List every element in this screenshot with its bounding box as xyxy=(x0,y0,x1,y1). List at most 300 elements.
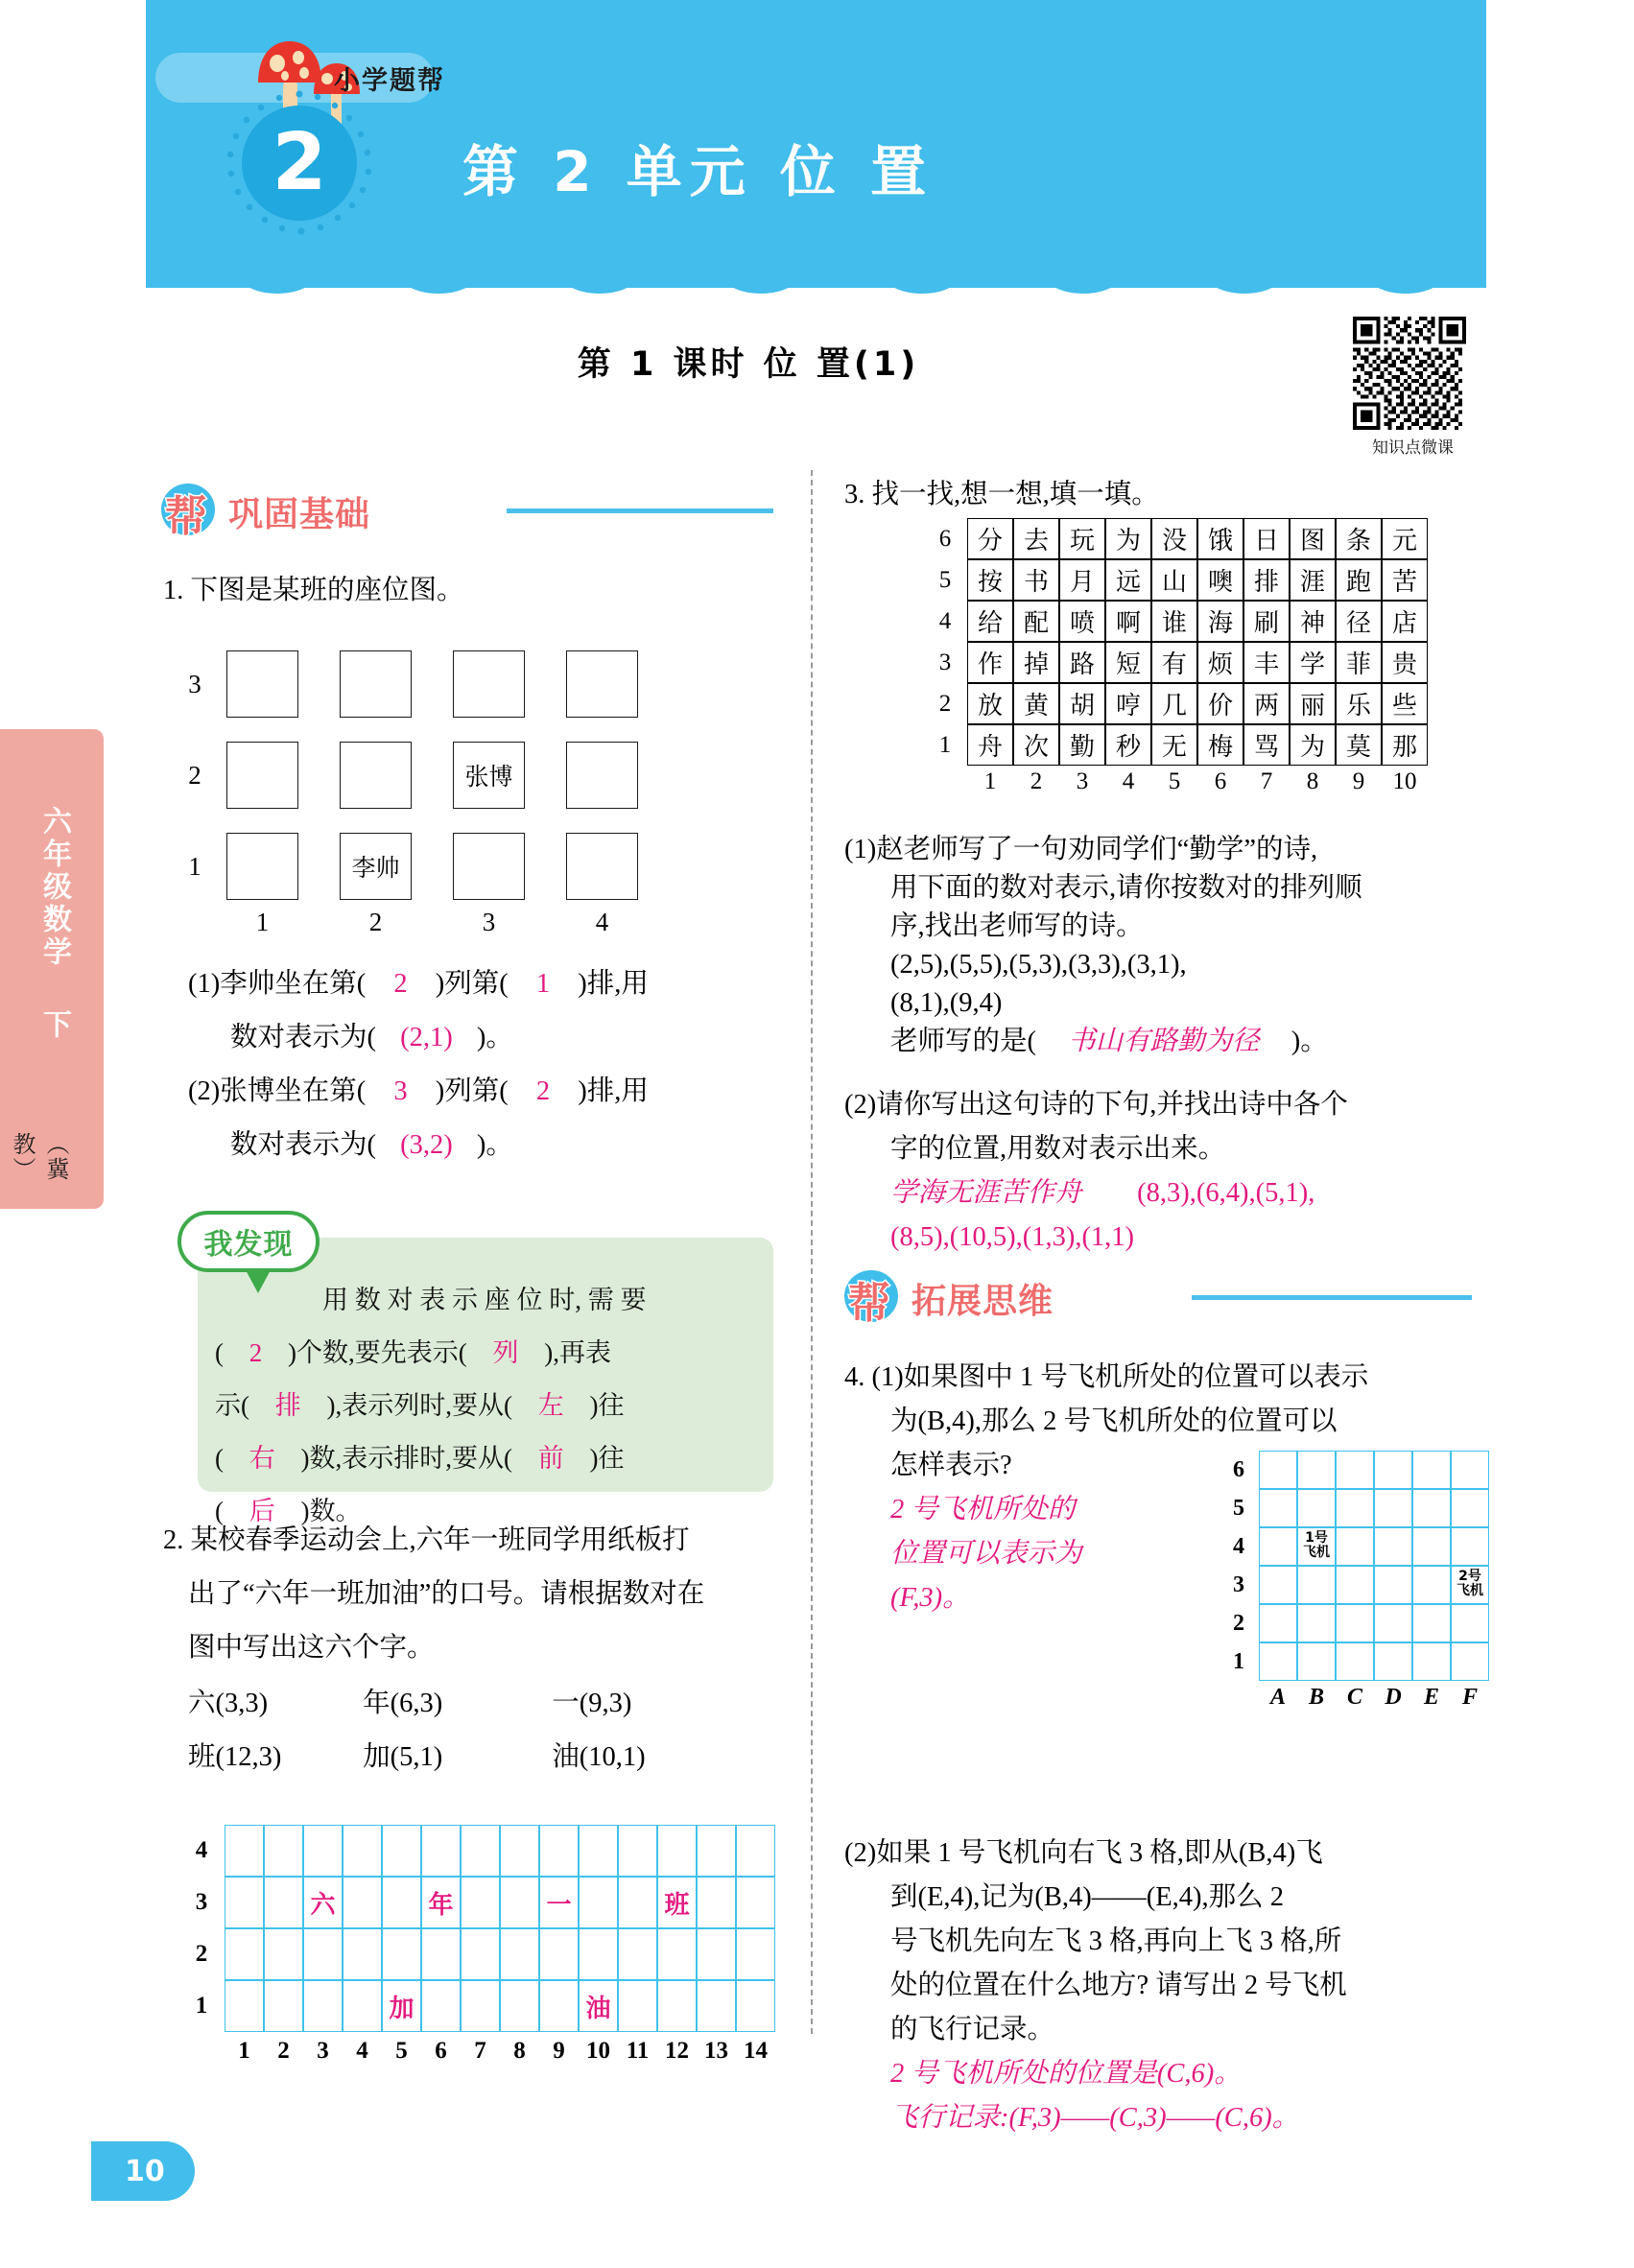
q3-table-cell[interactable]: 菲 xyxy=(1336,642,1382,683)
q3-table-cell[interactable]: 按 xyxy=(967,559,1013,601)
section-rule xyxy=(1192,1295,1472,1300)
q1-stem: 1. 下图是某班的座位图。 xyxy=(163,576,464,605)
q1-sub1-col-answer: 2 xyxy=(393,969,408,999)
q3-table-row-label: 6 xyxy=(938,525,952,552)
q3-table-cell[interactable]: 乐 xyxy=(1336,683,1382,724)
q3-table-cell[interactable]: 那 xyxy=(1382,724,1428,766)
unit-number-badge xyxy=(242,106,357,221)
disc-l2a: ( xyxy=(215,1338,224,1367)
q4-grid-cell[interactable] xyxy=(1336,1451,1374,1489)
q4-grid-cell[interactable] xyxy=(1412,1451,1451,1489)
q2-grid-cell[interactable] xyxy=(264,1980,303,2032)
q2-grid-cell[interactable] xyxy=(736,1877,775,1928)
q3-table-cell[interactable]: 丽 xyxy=(1290,683,1336,724)
q3-table-cell[interactable]: 谁 xyxy=(1151,601,1197,642)
q1-sub2-text-b: )列第( xyxy=(435,1076,509,1106)
q4-p1-line1: 4. (1)如果图中 1 号飞机所处的位置可以表示 xyxy=(844,1362,1369,1392)
q3-p1-answer-suffix: )。 xyxy=(1291,1027,1328,1056)
q2-grid-cell[interactable] xyxy=(225,1877,264,1928)
q2-pair-ban: 班(12,3) xyxy=(188,1742,282,1772)
q1-sub2-text-c: )排,用 xyxy=(578,1076,649,1106)
q1-sub1-text-c: )排,用 xyxy=(578,969,649,999)
q4-grid-cell[interactable] xyxy=(1451,1489,1489,1527)
q3-table-cell[interactable]: 神 xyxy=(1290,601,1336,642)
q2-grid-cell[interactable] xyxy=(618,1825,657,1877)
q3-p1-pairs-line1: (2,5),(5,5),(5,3),(3,3),(3,1), xyxy=(890,950,1187,980)
section-header-consolidate xyxy=(161,480,775,541)
discovery-text xyxy=(215,1274,762,1538)
q3-table-cell[interactable]: 价 xyxy=(1197,683,1243,724)
q3-table-col-label: 3 xyxy=(1076,768,1089,794)
q4-grid-cell[interactable] xyxy=(1259,1451,1297,1489)
q4-grid-cell[interactable] xyxy=(1412,1489,1451,1527)
q2-grid-cell-filled[interactable]: 班 xyxy=(657,1877,697,1928)
disc-l2c: ),再表 xyxy=(544,1338,611,1367)
q2-grid-cell[interactable] xyxy=(539,1825,579,1877)
q4-p2-line3: 号飞机先向左飞 3 格,再向上飞 3 格,所 xyxy=(890,1926,1342,1956)
q2-grid-cell-filled[interactable]: 油 xyxy=(579,1980,618,2032)
q4-grid-col-label: A xyxy=(1269,1684,1286,1710)
q4-grid-row-label: 3 xyxy=(1233,1571,1244,1597)
q2-grid-row-label: 1 xyxy=(195,1993,208,2019)
q2-grid-col-label: 6 xyxy=(435,2038,447,2064)
q4-grid-row-label: 2 xyxy=(1233,1610,1244,1636)
q2-grid-cell[interactable] xyxy=(303,1980,343,2032)
q3-table-cell[interactable]: 两 xyxy=(1243,683,1290,724)
q3-p1-line2: 用下面的数对表示,请你按数对的排列顺 xyxy=(890,873,1362,903)
q3-table-cell[interactable]: 涯 xyxy=(1290,559,1336,601)
q2-grid-cell[interactable] xyxy=(500,1980,539,2032)
page-number: 10 xyxy=(125,2155,165,2188)
q3-table-cell[interactable]: 苦 xyxy=(1382,559,1428,601)
qr-code-block[interactable] xyxy=(1353,317,1473,458)
q4-grid-cell[interactable] xyxy=(1374,1527,1412,1566)
q2-grid-cell[interactable] xyxy=(736,1928,775,1980)
q3-table-cell[interactable]: 跑 xyxy=(1336,559,1382,601)
q2-grid-cell[interactable] xyxy=(225,1980,264,2032)
q3-table-col-label: 6 xyxy=(1214,768,1227,794)
q3-p2-answer-line1 xyxy=(890,1169,1314,1218)
q3-table-cell[interactable]: 海 xyxy=(1197,601,1243,642)
q3-table-cell[interactable]: 放 xyxy=(967,683,1013,724)
q3-p1-line3: 序,找出老师写的诗。 xyxy=(890,911,1144,941)
discovery-line-1: 用 数 对 表 示 座 位 时, 需 要 xyxy=(322,1286,647,1314)
q3-table-cell[interactable]: 刷 xyxy=(1243,601,1290,642)
q2-grid-cell[interactable] xyxy=(303,1928,343,1980)
q2-grid-cell[interactable] xyxy=(539,1980,579,2032)
discovery-answer-row: 排 xyxy=(274,1391,301,1420)
q2-grid-cell[interactable] xyxy=(461,1980,500,2032)
q4-grid-cell[interactable] xyxy=(1412,1566,1451,1604)
q4-grid-cell[interactable] xyxy=(1336,1527,1374,1566)
q4-grid-cell[interactable] xyxy=(1297,1642,1336,1681)
q1-sub2-row-answer: 2 xyxy=(535,1076,551,1106)
q2-grid-cell[interactable] xyxy=(500,1928,539,1980)
q2-grid-col-label: 11 xyxy=(626,2038,650,2064)
q3-p1-line1: (1)赵老师写了一句劝同学们“勤学”的诗, xyxy=(844,835,1318,864)
q2-grid-col-label: 3 xyxy=(317,2038,329,2064)
disc-l5a: ( xyxy=(215,1497,224,1525)
q4-grid-row-label: 1 xyxy=(1233,1648,1244,1674)
q4-grid-cell[interactable] xyxy=(1374,1489,1412,1527)
q4-grid-cell[interactable] xyxy=(1259,1642,1297,1681)
q2-grid-cell[interactable] xyxy=(461,1877,500,1928)
q4-grid-row-label: 4 xyxy=(1233,1533,1244,1559)
q1-sub1-text-b: )列第( xyxy=(435,969,509,999)
q2-grid-cell[interactable] xyxy=(421,1928,461,1980)
q4-p1-line3: 怎样表示? xyxy=(890,1451,1012,1480)
discovery-line-3 xyxy=(215,1380,762,1432)
q3-p1-answer-line xyxy=(890,1017,1328,1067)
q3-p1-answer: 书山有路勤为径 xyxy=(1068,1027,1260,1056)
seat-cell[interactable] xyxy=(453,650,525,718)
section-title: 巩固基础 xyxy=(228,495,371,534)
section-rule xyxy=(507,508,773,513)
q3-table-cell[interactable]: 饿 xyxy=(1197,518,1243,559)
q4-p2-line1: (2)如果 1 号飞机向右飞 3 格,即从(B,4)飞 xyxy=(844,1838,1323,1868)
q4-grid-col-label: E xyxy=(1423,1684,1439,1710)
q4-p2-answer-line2: 飞行记录:(F,3)——(C,3)——(C,6)。 xyxy=(890,2103,1300,2133)
q3-table-cell[interactable]: 日 xyxy=(1243,518,1290,559)
q4-grid-row-label: 6 xyxy=(1233,1456,1244,1482)
qr-code-icon[interactable] xyxy=(1353,317,1466,430)
discovery-line-2 xyxy=(215,1327,762,1380)
q4-p1-answer-line1: 2 号飞机所处的 xyxy=(890,1495,1076,1524)
q2-grid-cell-filled[interactable]: 年 xyxy=(421,1877,461,1928)
q2-grid-cell[interactable] xyxy=(618,1980,657,2032)
q4-grid-cell[interactable] xyxy=(1336,1566,1374,1604)
q3-table-col-label: 5 xyxy=(1168,768,1181,794)
q3-table-cell[interactable]: 条 xyxy=(1336,518,1382,559)
q2-grid-cell[interactable] xyxy=(539,1928,579,1980)
q2-grid-col-label: 4 xyxy=(356,2038,368,2064)
q2-pair-jia: 加(5,1) xyxy=(363,1742,443,1772)
q4-grid-cell[interactable] xyxy=(1412,1642,1451,1681)
q2-grid-cell[interactable] xyxy=(264,1825,303,1877)
q4-grid-cell[interactable] xyxy=(1259,1566,1297,1604)
q3-table-cell[interactable]: 次 xyxy=(1013,724,1059,766)
q3-table-row-label: 2 xyxy=(938,690,952,717)
q4-p2-line4: 处的位置在什么地方? 请写出 2 号飞机 xyxy=(890,1971,1347,2000)
q2-grid-cell[interactable] xyxy=(264,1877,303,1928)
q2-character-grid xyxy=(188,1819,783,2097)
discovery-answer-back: 后 xyxy=(249,1497,275,1525)
q2-grid-row-label: 3 xyxy=(195,1889,208,1915)
q4-grid-cell[interactable] xyxy=(1451,1451,1489,1489)
q4-grid-col-label: D xyxy=(1385,1684,1402,1710)
q3-table-cell[interactable]: 梅 xyxy=(1197,724,1243,766)
q2-grid-cell[interactable] xyxy=(697,1980,736,2032)
q4-p2-answer-line1: 2 号飞机所处的位置是(C,6)。 xyxy=(890,2059,1242,2089)
q3-p2-line2: 字的位置,用数对表示出来。 xyxy=(890,1134,1226,1164)
seat-cell[interactable] xyxy=(566,650,638,718)
q4-grid-cell[interactable] xyxy=(1451,1642,1489,1681)
q3-table-cell[interactable]: 噢 xyxy=(1197,559,1243,601)
discovery-answer-count: 2 xyxy=(249,1338,263,1367)
seat-cell-lishuai[interactable]: 李帅 xyxy=(340,833,412,900)
q2-grid-cell[interactable] xyxy=(736,1825,775,1877)
seat-col-label: 2 xyxy=(368,908,383,936)
q1-sub1-line2 xyxy=(230,1013,844,1063)
lesson-title: 第 1 课时 位 置(1) xyxy=(577,345,920,384)
q4-grid-cell[interactable] xyxy=(1451,1527,1489,1566)
q3-table-cell[interactable]: 丰 xyxy=(1243,642,1290,683)
section-header-expand xyxy=(844,1266,1458,1328)
q2-grid-col-label: 1 xyxy=(238,2038,250,2064)
q2-grid-cell[interactable] xyxy=(697,1877,736,1928)
q3-table-cell[interactable]: 径 xyxy=(1336,601,1382,642)
q3-table-row-label: 1 xyxy=(938,731,952,758)
q2-grid-cell[interactable] xyxy=(421,1825,461,1877)
q4-p1-answer-line3: (F,3)。 xyxy=(890,1583,970,1613)
q1-seat-chart xyxy=(188,641,735,936)
q3-table-cell[interactable]: 莫 xyxy=(1336,724,1382,766)
q2-grid-cell[interactable] xyxy=(500,1825,539,1877)
q3-p2-line1: (2)请你写出这句诗的下句,并找出诗中各个 xyxy=(844,1090,1348,1120)
unit-title: 第 2 单元 位 置 xyxy=(462,139,935,204)
q3-table-cell[interactable]: 元 xyxy=(1382,518,1428,559)
discovery-answer-front: 前 xyxy=(537,1444,564,1473)
q3-table-cell[interactable]: 玩 xyxy=(1059,518,1105,559)
brand-label: 小学题帮 xyxy=(334,66,445,96)
q4-grid-cell[interactable] xyxy=(1259,1527,1297,1566)
q1-sub2-line1 xyxy=(188,1067,802,1117)
q4-grid-cell[interactable] xyxy=(1297,1489,1336,1527)
seat-cell[interactable] xyxy=(566,833,638,900)
q2-grid-cell[interactable] xyxy=(461,1825,500,1877)
q2-pair-yi: 一(9,3) xyxy=(552,1689,632,1718)
q2-grid-cell[interactable] xyxy=(618,1877,657,1928)
disc-l4a: ( xyxy=(215,1444,224,1473)
seat-cell[interactable] xyxy=(340,650,412,718)
brand-pill-tail xyxy=(0,53,12,103)
q2-grid-cell-filled[interactable]: 一 xyxy=(539,1877,579,1928)
q4-grid-cell[interactable] xyxy=(1374,1642,1412,1681)
q3-table-cell[interactable]: 图 xyxy=(1290,518,1336,559)
q2-grid-cell[interactable] xyxy=(343,1928,382,1980)
q4-p2-line2: 到(E,4),记为(B,4)——(E,4),那么 2 xyxy=(890,1882,1285,1912)
q3-table-cell[interactable]: 远 xyxy=(1105,559,1151,601)
q3-table-cell[interactable]: 黄 xyxy=(1013,683,1059,724)
q2-grid-cell[interactable] xyxy=(657,1928,697,1980)
disc-l4c: )往 xyxy=(589,1444,625,1473)
q3-table-col-label: 9 xyxy=(1352,768,1365,794)
q3-table-cell[interactable]: 给 xyxy=(967,601,1013,642)
seat-cell-zhangbo[interactable]: 张博 xyxy=(453,742,525,809)
q3-table-cell[interactable]: 书 xyxy=(1013,559,1059,601)
q2-grid-cell[interactable] xyxy=(421,1980,461,2032)
q2-grid-cell[interactable] xyxy=(225,1825,264,1877)
seat-col-label: 4 xyxy=(595,908,609,936)
q3-table-cell[interactable]: 贵 xyxy=(1382,642,1428,683)
q2-grid-cell[interactable] xyxy=(697,1825,736,1877)
plane-1-label: 1号 飞机 xyxy=(1303,1530,1330,1560)
q4-grid-col-label: C xyxy=(1346,1684,1362,1710)
q1-sub2-text-a: (2)张博坐在第( xyxy=(188,1076,367,1106)
q4-p1-answer-line2: 位置可以表示为 xyxy=(890,1539,1082,1569)
q2-grid-cell[interactable] xyxy=(461,1928,500,1980)
q2-grid-cell-filled[interactable]: 六 xyxy=(303,1877,343,1928)
q4-grid-col-label: B xyxy=(1308,1684,1324,1710)
seat-cell[interactable] xyxy=(226,650,298,718)
q1-sub2-line2-b: )。 xyxy=(476,1130,513,1160)
q3-table-col-label: 2 xyxy=(1030,768,1043,794)
seat-cell[interactable] xyxy=(226,833,298,900)
side-tab-edition: （冀教） xyxy=(9,1132,69,1182)
q2-grid-cell[interactable] xyxy=(382,1877,421,1928)
q3-table-cell[interactable]: 作 xyxy=(967,642,1013,683)
q3-stem: 3. 找一找,想一想,填一填。 xyxy=(844,480,1159,509)
q2-stem-line2: 出了“六年一班加油”的口号。请根据数对在 xyxy=(188,1579,705,1609)
q3-table-cell[interactable]: 路 xyxy=(1059,642,1105,683)
q2-stem-line1: 2. 某校春季运动会上,六年一班同学用纸板打 xyxy=(163,1525,690,1555)
q2-grid-cell[interactable] xyxy=(382,1928,421,1980)
q3-table-cell[interactable]: 去 xyxy=(1013,518,1059,559)
q3-table-col-label: 7 xyxy=(1260,768,1273,794)
q3-p2-answer-poem: 学海无涯苦作舟 xyxy=(890,1178,1082,1208)
q3-table-cell[interactable]: 秒 xyxy=(1105,724,1151,766)
q3-table-col-label: 1 xyxy=(983,768,997,794)
section-badge-char: 帮 xyxy=(848,1279,890,1328)
seat-cell[interactable] xyxy=(226,742,298,809)
q2-grid-cell[interactable] xyxy=(697,1928,736,1980)
q4-grid-cell[interactable] xyxy=(1412,1527,1451,1566)
q2-grid-col-label: 8 xyxy=(513,2038,526,2064)
q4-grid-cell[interactable] xyxy=(1297,1604,1336,1642)
q1-sub2-line2-a: 数对表示为( xyxy=(230,1130,376,1160)
q3-table-cell[interactable]: 舟 xyxy=(967,724,1013,766)
q2-grid-cell[interactable] xyxy=(343,1980,382,2032)
seat-cell[interactable] xyxy=(453,833,525,900)
q3-table-cell[interactable]: 胡 xyxy=(1059,683,1105,724)
q3-table-cell[interactable]: 哼 xyxy=(1105,683,1151,724)
q2-grid-row-label: 4 xyxy=(195,1837,208,1863)
q2-grid-cell[interactable] xyxy=(618,1928,657,1980)
q3-table-col-label: 10 xyxy=(1392,768,1417,794)
q3-table-cell[interactable]: 学 xyxy=(1290,642,1336,683)
q4-grid-cell[interactable] xyxy=(1297,1451,1336,1489)
seat-col-label: 1 xyxy=(255,908,270,936)
side-tab xyxy=(0,729,104,1209)
discovery-label: 我发现 xyxy=(203,1228,294,1262)
q3-table-cell[interactable]: 有 xyxy=(1151,642,1197,683)
q4-grid-cell[interactable] xyxy=(1297,1566,1336,1604)
side-tab-grade-subject: 六年级数学 xyxy=(37,806,71,969)
discovery-answer-left: 左 xyxy=(537,1391,564,1420)
seat-row-label: 3 xyxy=(188,669,201,698)
q3-table-cell[interactable]: 烦 xyxy=(1197,642,1243,683)
q3-table-cell[interactable]: 喷 xyxy=(1059,601,1105,642)
q2-grid-cell[interactable] xyxy=(382,1825,421,1877)
q3-table-cell[interactable]: 勤 xyxy=(1059,724,1105,766)
q2-grid-cell-filled[interactable]: 加 xyxy=(382,1980,421,2032)
q2-grid-cell[interactable] xyxy=(579,1877,618,1928)
q3-table-cell[interactable]: 为 xyxy=(1290,724,1336,766)
q3-table-cell[interactable]: 些 xyxy=(1382,683,1428,724)
q2-pair-liu: 六(3,3) xyxy=(188,1689,269,1718)
q1-sub1-line1 xyxy=(188,959,802,1009)
q2-grid-cell[interactable] xyxy=(225,1928,264,1980)
q3-table-cell[interactable]: 店 xyxy=(1382,601,1428,642)
q2-grid-cell[interactable] xyxy=(343,1877,382,1928)
q4-grid-cell[interactable] xyxy=(1336,1604,1374,1642)
q2-pair-you: 油(10,1) xyxy=(552,1742,646,1772)
discovery-answer-right: 右 xyxy=(249,1444,275,1473)
q3-table-cell[interactable]: 为 xyxy=(1105,518,1151,559)
disc-l3a: 示( xyxy=(215,1391,249,1420)
q3-p2-answer-pairs-line1: (8,3),(6,4),(5,1), xyxy=(1137,1178,1315,1208)
q2-grid-col-label: 10 xyxy=(586,2038,610,2064)
q3-table-col-label: 4 xyxy=(1122,768,1135,794)
q2-grid-cell[interactable] xyxy=(657,1980,697,2032)
q3-table-cell[interactable]: 短 xyxy=(1105,642,1151,683)
q4-grid-cell[interactable] xyxy=(1336,1642,1374,1681)
q2-grid-cell[interactable] xyxy=(303,1825,343,1877)
q1-sub1-line2-b: )。 xyxy=(476,1023,513,1052)
q3-table-cell[interactable]: 排 xyxy=(1243,559,1290,601)
banner-content xyxy=(146,0,1486,288)
discovery-answer-column: 列 xyxy=(492,1338,519,1367)
section-badge xyxy=(844,1266,915,1328)
q2-grid-cell[interactable] xyxy=(500,1877,539,1928)
q3-table-row-label: 3 xyxy=(938,649,952,675)
q2-grid-col-label: 14 xyxy=(744,2038,768,2064)
plane-2-label: 2号 飞机 xyxy=(1456,1569,1483,1598)
q2-grid-cell[interactable] xyxy=(657,1825,697,1877)
q2-grid-cell[interactable] xyxy=(736,1980,775,2032)
q3-table-cell[interactable]: 分 xyxy=(967,518,1013,559)
q3-table-cell[interactable]: 啊 xyxy=(1105,601,1151,642)
q4-grid-cell[interactable] xyxy=(1336,1489,1374,1527)
section-title: 拓展思维 xyxy=(912,1282,1054,1321)
q3-table-cell[interactable]: 月 xyxy=(1059,559,1105,601)
q3-table-cell[interactable]: 没 xyxy=(1151,518,1197,559)
q3-table-cell[interactable]: 几 xyxy=(1151,683,1197,724)
q2-grid-row-label: 2 xyxy=(195,1941,208,1967)
q2-grid-col-label: 12 xyxy=(665,2038,689,2064)
seat-row-label: 1 xyxy=(188,851,201,881)
q3-table-cell[interactable]: 掉 xyxy=(1013,642,1059,683)
q4-grid-cell[interactable] xyxy=(1412,1604,1451,1642)
q4-grid-cell[interactable] xyxy=(1259,1604,1297,1642)
discovery-line-4 xyxy=(215,1432,762,1485)
q4-grid-cell[interactable] xyxy=(1451,1604,1489,1642)
q1-sub1-row-answer: 1 xyxy=(535,969,551,999)
q4-grid-cell[interactable] xyxy=(1374,1566,1412,1604)
side-tab-volume: 下 xyxy=(37,1009,71,1042)
q3-table-cell[interactable]: 配 xyxy=(1013,601,1059,642)
q3-p1-answer-prefix: 老师写的是( xyxy=(890,1027,1036,1056)
q4-grid-cell[interactable] xyxy=(1374,1604,1412,1642)
q2-grid-cell[interactable] xyxy=(343,1825,382,1877)
q2-grid-cell[interactable] xyxy=(264,1928,303,1980)
q4-p1-line2: 为(B,4),那么 2 号飞机所处的位置可以 xyxy=(890,1406,1338,1436)
q4-grid-cell[interactable] xyxy=(1259,1489,1297,1527)
q4-grid-col-label: F xyxy=(1461,1684,1478,1710)
q2-grid-cell[interactable] xyxy=(579,1928,618,1980)
q3-table-cell[interactable]: 骂 xyxy=(1243,724,1290,766)
q2-grid-cell[interactable] xyxy=(579,1825,618,1877)
qr-caption: 知识点微课 xyxy=(1372,438,1454,457)
q4-grid-cell[interactable] xyxy=(1374,1451,1412,1489)
column-divider xyxy=(811,470,813,2034)
seat-cell[interactable] xyxy=(566,742,638,809)
banner-wave-decoration xyxy=(146,261,1486,294)
q3-table-cell[interactable]: 山 xyxy=(1151,559,1197,601)
seat-col-label: 3 xyxy=(482,908,496,936)
seat-cell[interactable] xyxy=(340,742,412,809)
q3-table-cell[interactable]: 无 xyxy=(1151,724,1197,766)
